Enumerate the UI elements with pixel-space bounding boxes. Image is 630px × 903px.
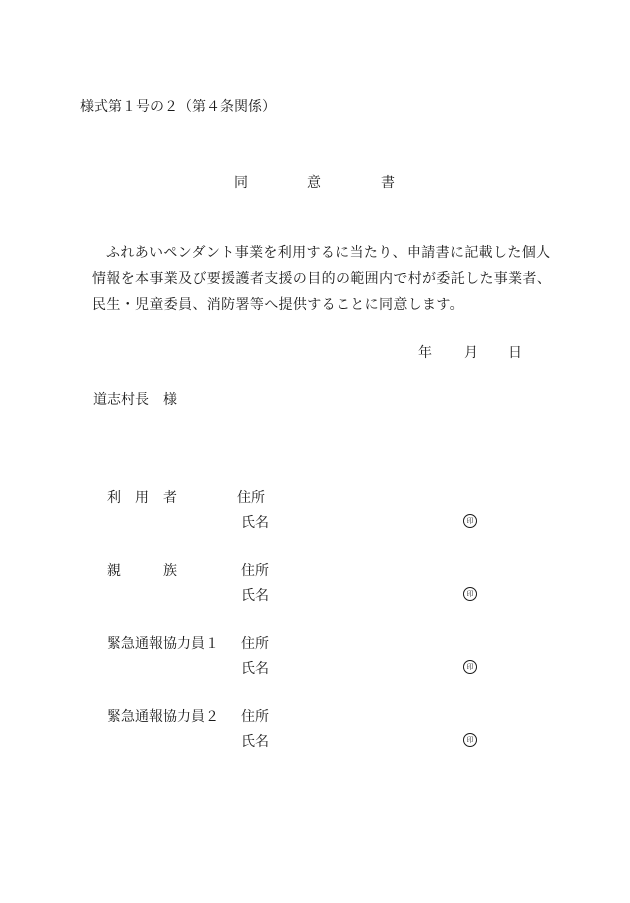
emergency-contact-2-address-label: 住所: [241, 709, 269, 725]
relative-seal-icon: 印: [463, 587, 477, 601]
emergency-contact-1-address-label: 住所: [241, 636, 269, 652]
emergency-contact-1-seal-icon: 印: [463, 660, 477, 674]
user-name-label: 氏名: [241, 515, 269, 531]
party-label-emergency-contact-1: 緊急通報協力員１: [107, 636, 219, 652]
relative-address-label: 住所: [241, 563, 269, 579]
emergency-contact-2-seal-icon: 印: [463, 733, 477, 747]
consent-statement: ふれあいペンダント事業を利用するに当たり、申請書に記載した個人情報を本事業及び要援護者支援の目的の範囲内で村が委託した事業者、民生・児童委員、消防署等へ提供することに同意します。: [92, 245, 552, 313]
user-address-label: 住所: [237, 490, 265, 506]
document-title-char-1: 同: [234, 175, 248, 191]
addressee: 道志村長 様: [93, 392, 177, 408]
user-seal-icon: 印: [463, 514, 477, 528]
relative-name-label: 氏名: [241, 588, 269, 604]
document-title-char-3: 書: [381, 175, 395, 191]
emergency-contact-2-name-label: 氏名: [241, 734, 269, 750]
document-title-char-2: 意: [307, 175, 321, 191]
form-number-label: 様式第１号の２（第４条関係）: [80, 99, 276, 115]
party-label-relative: 親 族: [107, 563, 177, 579]
date-day-label: 日: [508, 345, 522, 361]
party-label-user: 利 用 者: [107, 490, 177, 506]
date-month-label: 月: [464, 345, 478, 361]
party-label-emergency-contact-2: 緊急通報協力員２: [107, 709, 219, 725]
emergency-contact-1-name-label: 氏名: [241, 661, 269, 677]
date-year-label: 年: [418, 345, 432, 361]
